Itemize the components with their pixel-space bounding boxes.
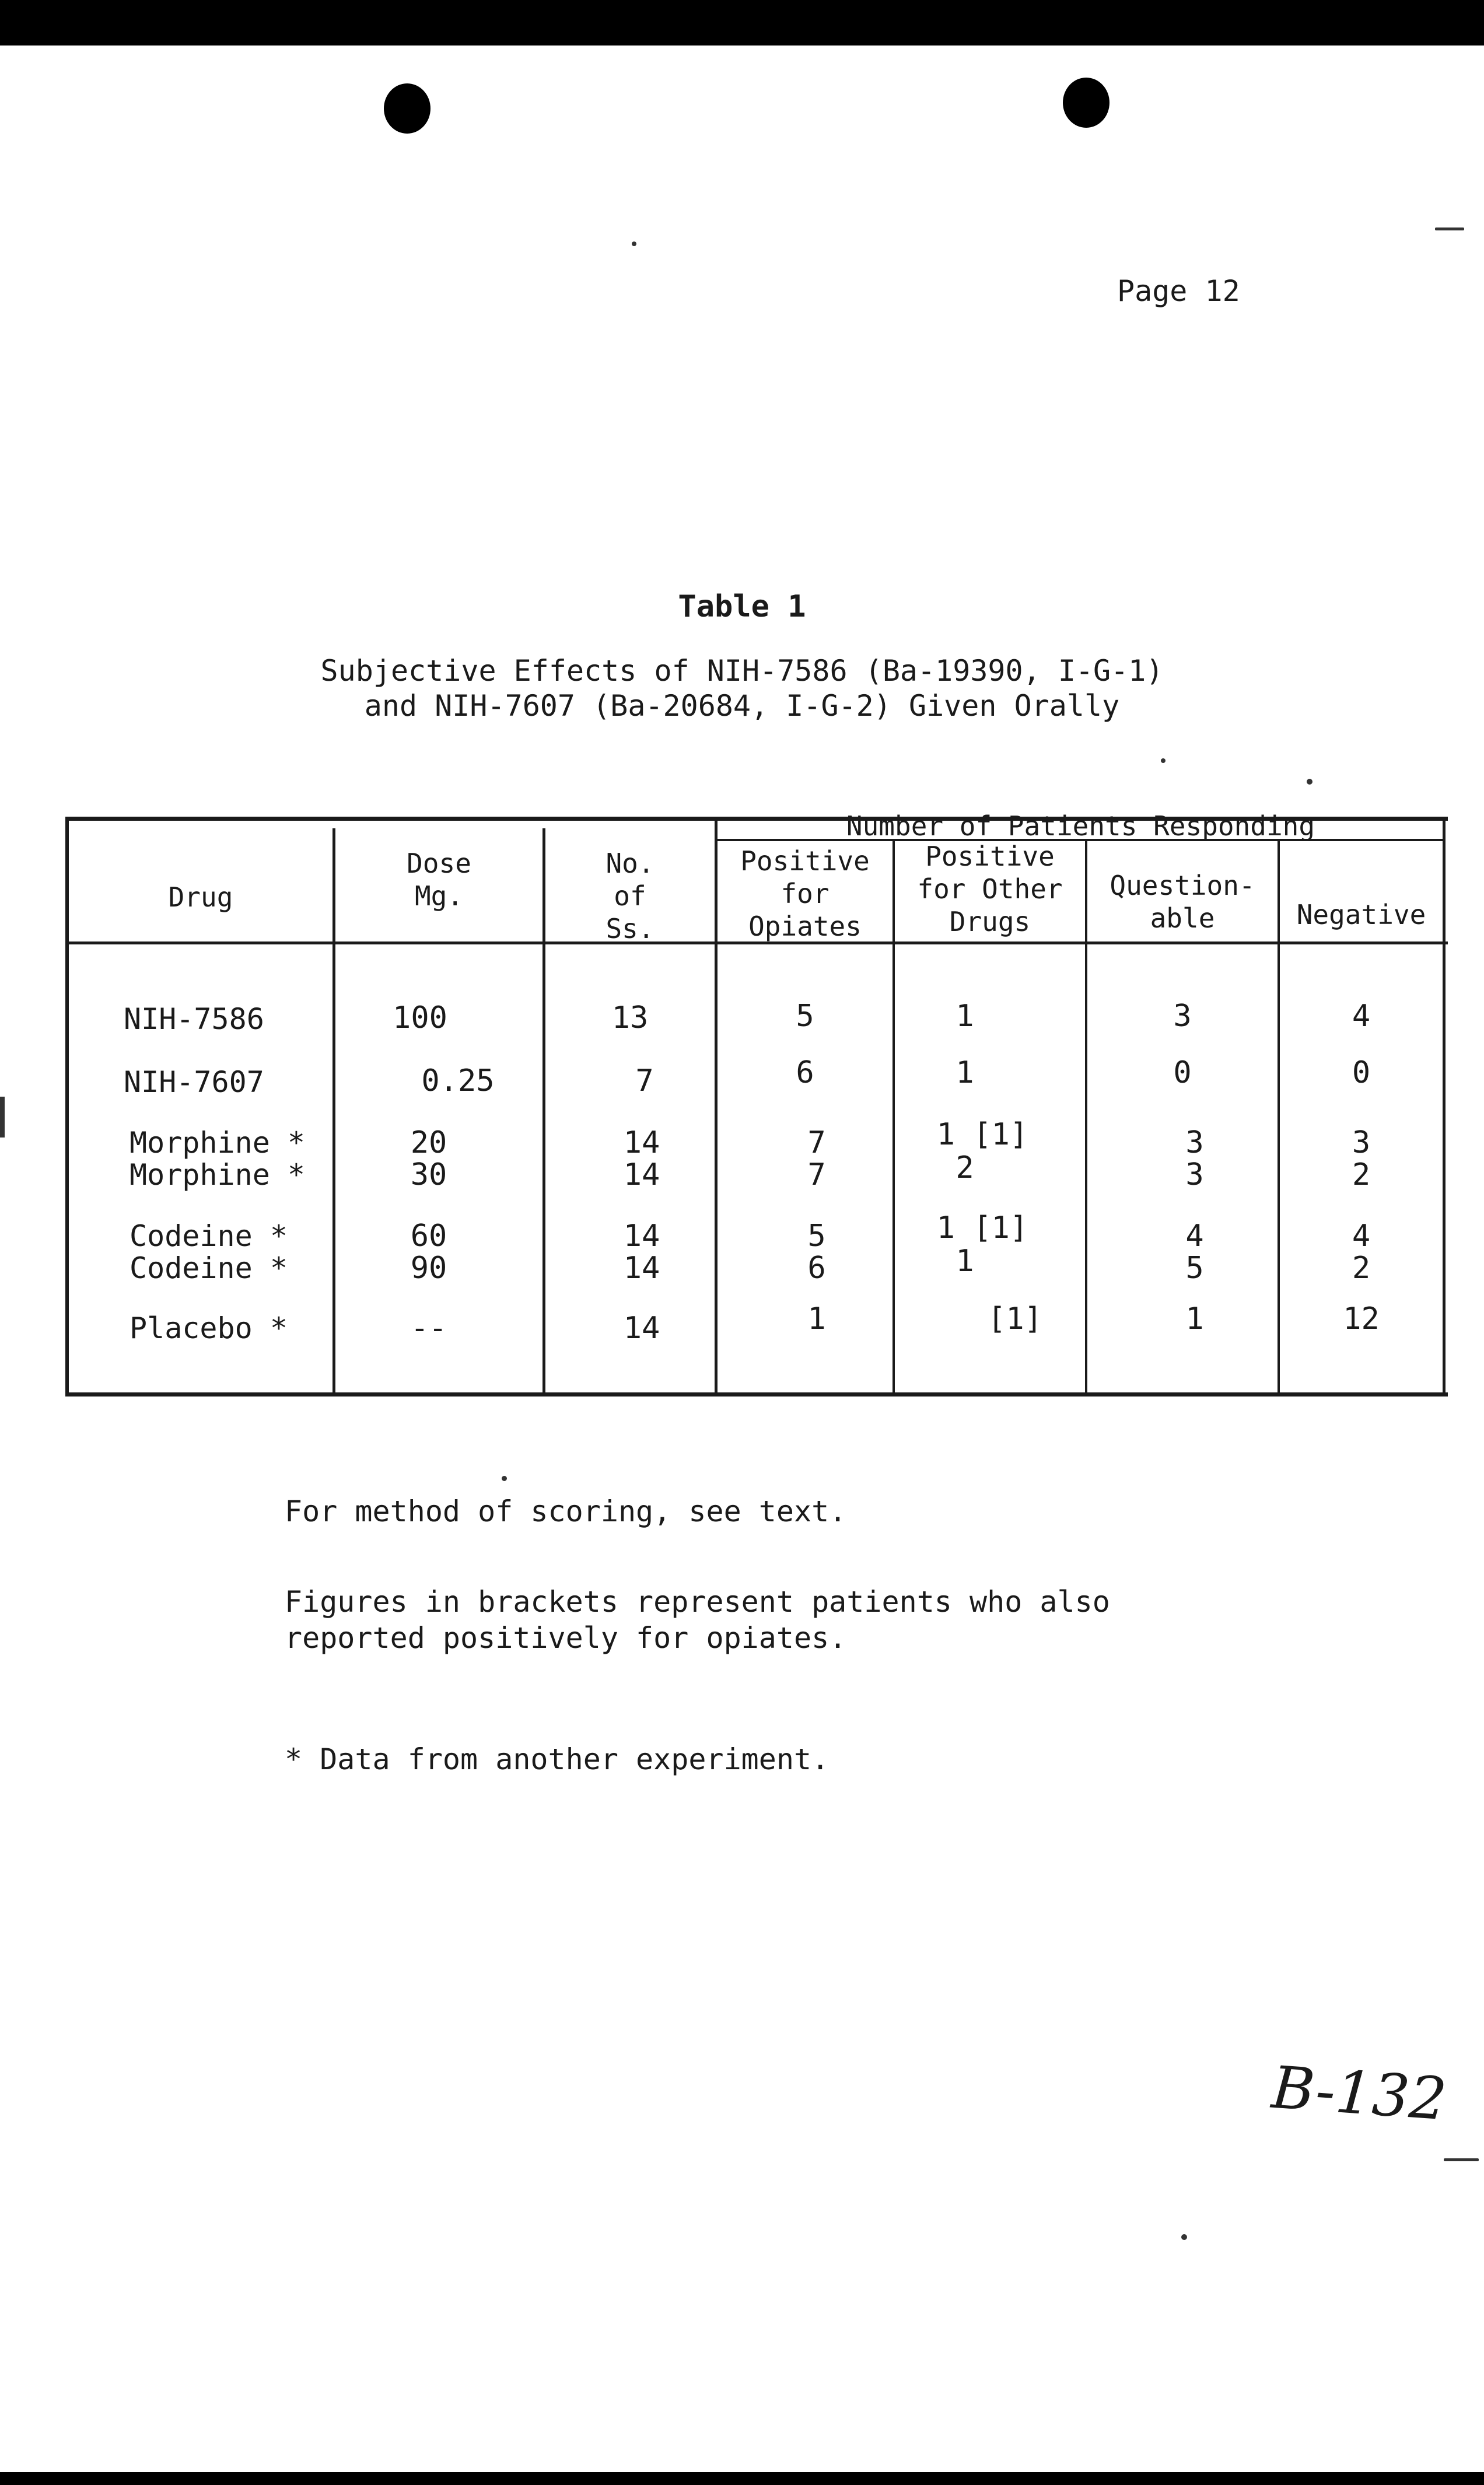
cell-positive-opiates: 7 [807, 1125, 826, 1160]
header-subjects-line-2: of [614, 880, 646, 912]
cell-negative: 0 [1352, 1055, 1371, 1090]
header-questionable [1087, 869, 1278, 935]
cell-dose: 100 [393, 1000, 447, 1035]
cell-subjects: 14 [623, 1251, 660, 1286]
cell-questionable: 4 [1185, 1219, 1204, 1254]
header-dose [335, 847, 542, 912]
cell-drug: Placebo * [130, 1311, 288, 1345]
scan-speck [1307, 779, 1312, 785]
cell-dose: 30 [410, 1157, 447, 1192]
cell-dose: -- [410, 1311, 447, 1346]
punch-hole-left [384, 83, 430, 134]
column-divider [332, 828, 335, 1396]
cell-drug: Morphine * [130, 1158, 306, 1192]
scan-speck [1435, 228, 1464, 230]
cell-subjects: 7 [635, 1063, 654, 1098]
note-asterisk: * Data from another experiment. [285, 1742, 830, 1776]
header-positive-opiates-line-2: for [780, 878, 830, 909]
cell-subjects: 13 [611, 1000, 649, 1035]
page-number: Page 12 [1117, 274, 1240, 308]
cell-subjects: 14 [623, 1157, 660, 1192]
note-brackets-line-2: reported positively for opiates. [285, 1621, 847, 1655]
cell-drug: NIH-7607 [124, 1065, 264, 1099]
group-header: Number of Patients Responding [846, 810, 1315, 842]
header-negative: Negative [1296, 899, 1426, 930]
header-positive-other [895, 840, 1085, 938]
cell-drug: Codeine * [130, 1251, 288, 1285]
cell-positive-opiates: 7 [807, 1157, 826, 1192]
cell-negative: 2 [1352, 1251, 1371, 1286]
cell-questionable: 3 [1185, 1125, 1204, 1160]
cell-negative: 2 [1352, 1157, 1371, 1192]
cell-subjects: 14 [623, 1125, 660, 1160]
subtitle-line-1: Subjective Effects of NIH-7586 (Ba-19390, I-G-1) [320, 654, 1164, 688]
header-positive-opiates-line-1: Positive [740, 845, 870, 877]
cell-positive-opiates: 5 [807, 1219, 826, 1254]
cell-questionable: 5 [1185, 1251, 1204, 1286]
cell-questionable: 3 [1185, 1157, 1204, 1192]
cell-positive-opiates: 5 [796, 999, 814, 1034]
header-drug: Drug [168, 881, 233, 913]
header-dose-line-2: Mg. [414, 880, 464, 912]
cell-drug: NIH-7586 [124, 1002, 264, 1036]
cell-drug: Codeine * [130, 1219, 288, 1253]
cell-positive-opiates: 6 [807, 1251, 826, 1286]
cell-negative: 3 [1352, 1125, 1371, 1160]
cell-positive-other: 1 [956, 999, 974, 1034]
cell-positive-other: 1 [1] [936, 1210, 1028, 1245]
header-questionable-line-1: Question- [1110, 870, 1255, 901]
cell-dose: 0.25 [421, 1063, 495, 1098]
header-questionable-line-2: able [1150, 902, 1215, 934]
note-brackets-line-1: Figures in brackets represent patients who also [285, 1585, 1110, 1619]
cell-drug: Morphine * [130, 1126, 306, 1160]
cell-dose: 60 [410, 1219, 447, 1254]
cell-dose: 90 [410, 1251, 447, 1286]
cell-questionable: 3 [1173, 999, 1192, 1034]
header-positive-opiates-line-3: Opiates [748, 911, 862, 942]
header-subjects [545, 847, 715, 945]
table-title: Table 1 [678, 589, 806, 624]
cell-negative: 4 [1352, 999, 1371, 1034]
cell-positive-opiates: 6 [796, 1055, 814, 1090]
header-positive-other-line-3: Drugs [949, 906, 1031, 937]
cell-questionable: 0 [1173, 1055, 1192, 1090]
subtitle-line-2: and NIH-7607 (Ba-20684, I-G-2) Given Orally [364, 689, 1120, 723]
scan-speck [0, 1097, 5, 1138]
scan-speck [1181, 2234, 1187, 2240]
cell-negative: 12 [1343, 1301, 1380, 1336]
cell-questionable: 1 [1185, 1301, 1204, 1336]
scan-bottom-border [0, 2472, 1484, 2485]
table-right-border [1443, 817, 1446, 1396]
cell-subjects: 14 [623, 1311, 660, 1346]
cell-dose: 20 [410, 1125, 447, 1160]
header-subjects-line-1: No. [606, 848, 654, 879]
cell-positive-other: 2 [956, 1150, 974, 1185]
header-dose-line-1: Dose [407, 848, 471, 879]
table-subtitle [0, 653, 1484, 723]
cell-negative: 4 [1352, 1219, 1371, 1254]
note-scoring: For method of scoring, see text. [285, 1494, 847, 1528]
punch-hole-right [1063, 78, 1110, 128]
cell-positive-other: 1 [956, 1055, 974, 1090]
header-positive-other-line-1: Positive [925, 841, 1055, 872]
header-positive-other-line-2: for Other [917, 873, 1063, 905]
scan-top-border [0, 0, 1484, 46]
scan-speck [632, 242, 636, 246]
cell-positive-other: [1] [988, 1301, 1042, 1336]
cell-positive-other: 1 [1] [936, 1117, 1028, 1152]
scan-speck [1444, 2158, 1479, 2161]
scan-speck [502, 1476, 507, 1481]
table-bottom-rule [65, 1392, 1448, 1396]
handwritten-mark: B-132 [1269, 2053, 1449, 2134]
cell-positive-other: 1 [956, 1244, 974, 1279]
header-subjects-line-3: Ss. [606, 913, 654, 944]
cell-positive-opiates: 1 [807, 1301, 826, 1336]
cell-subjects: 14 [623, 1219, 660, 1254]
scan-speck [1161, 758, 1166, 763]
header-positive-opiates [718, 845, 892, 943]
